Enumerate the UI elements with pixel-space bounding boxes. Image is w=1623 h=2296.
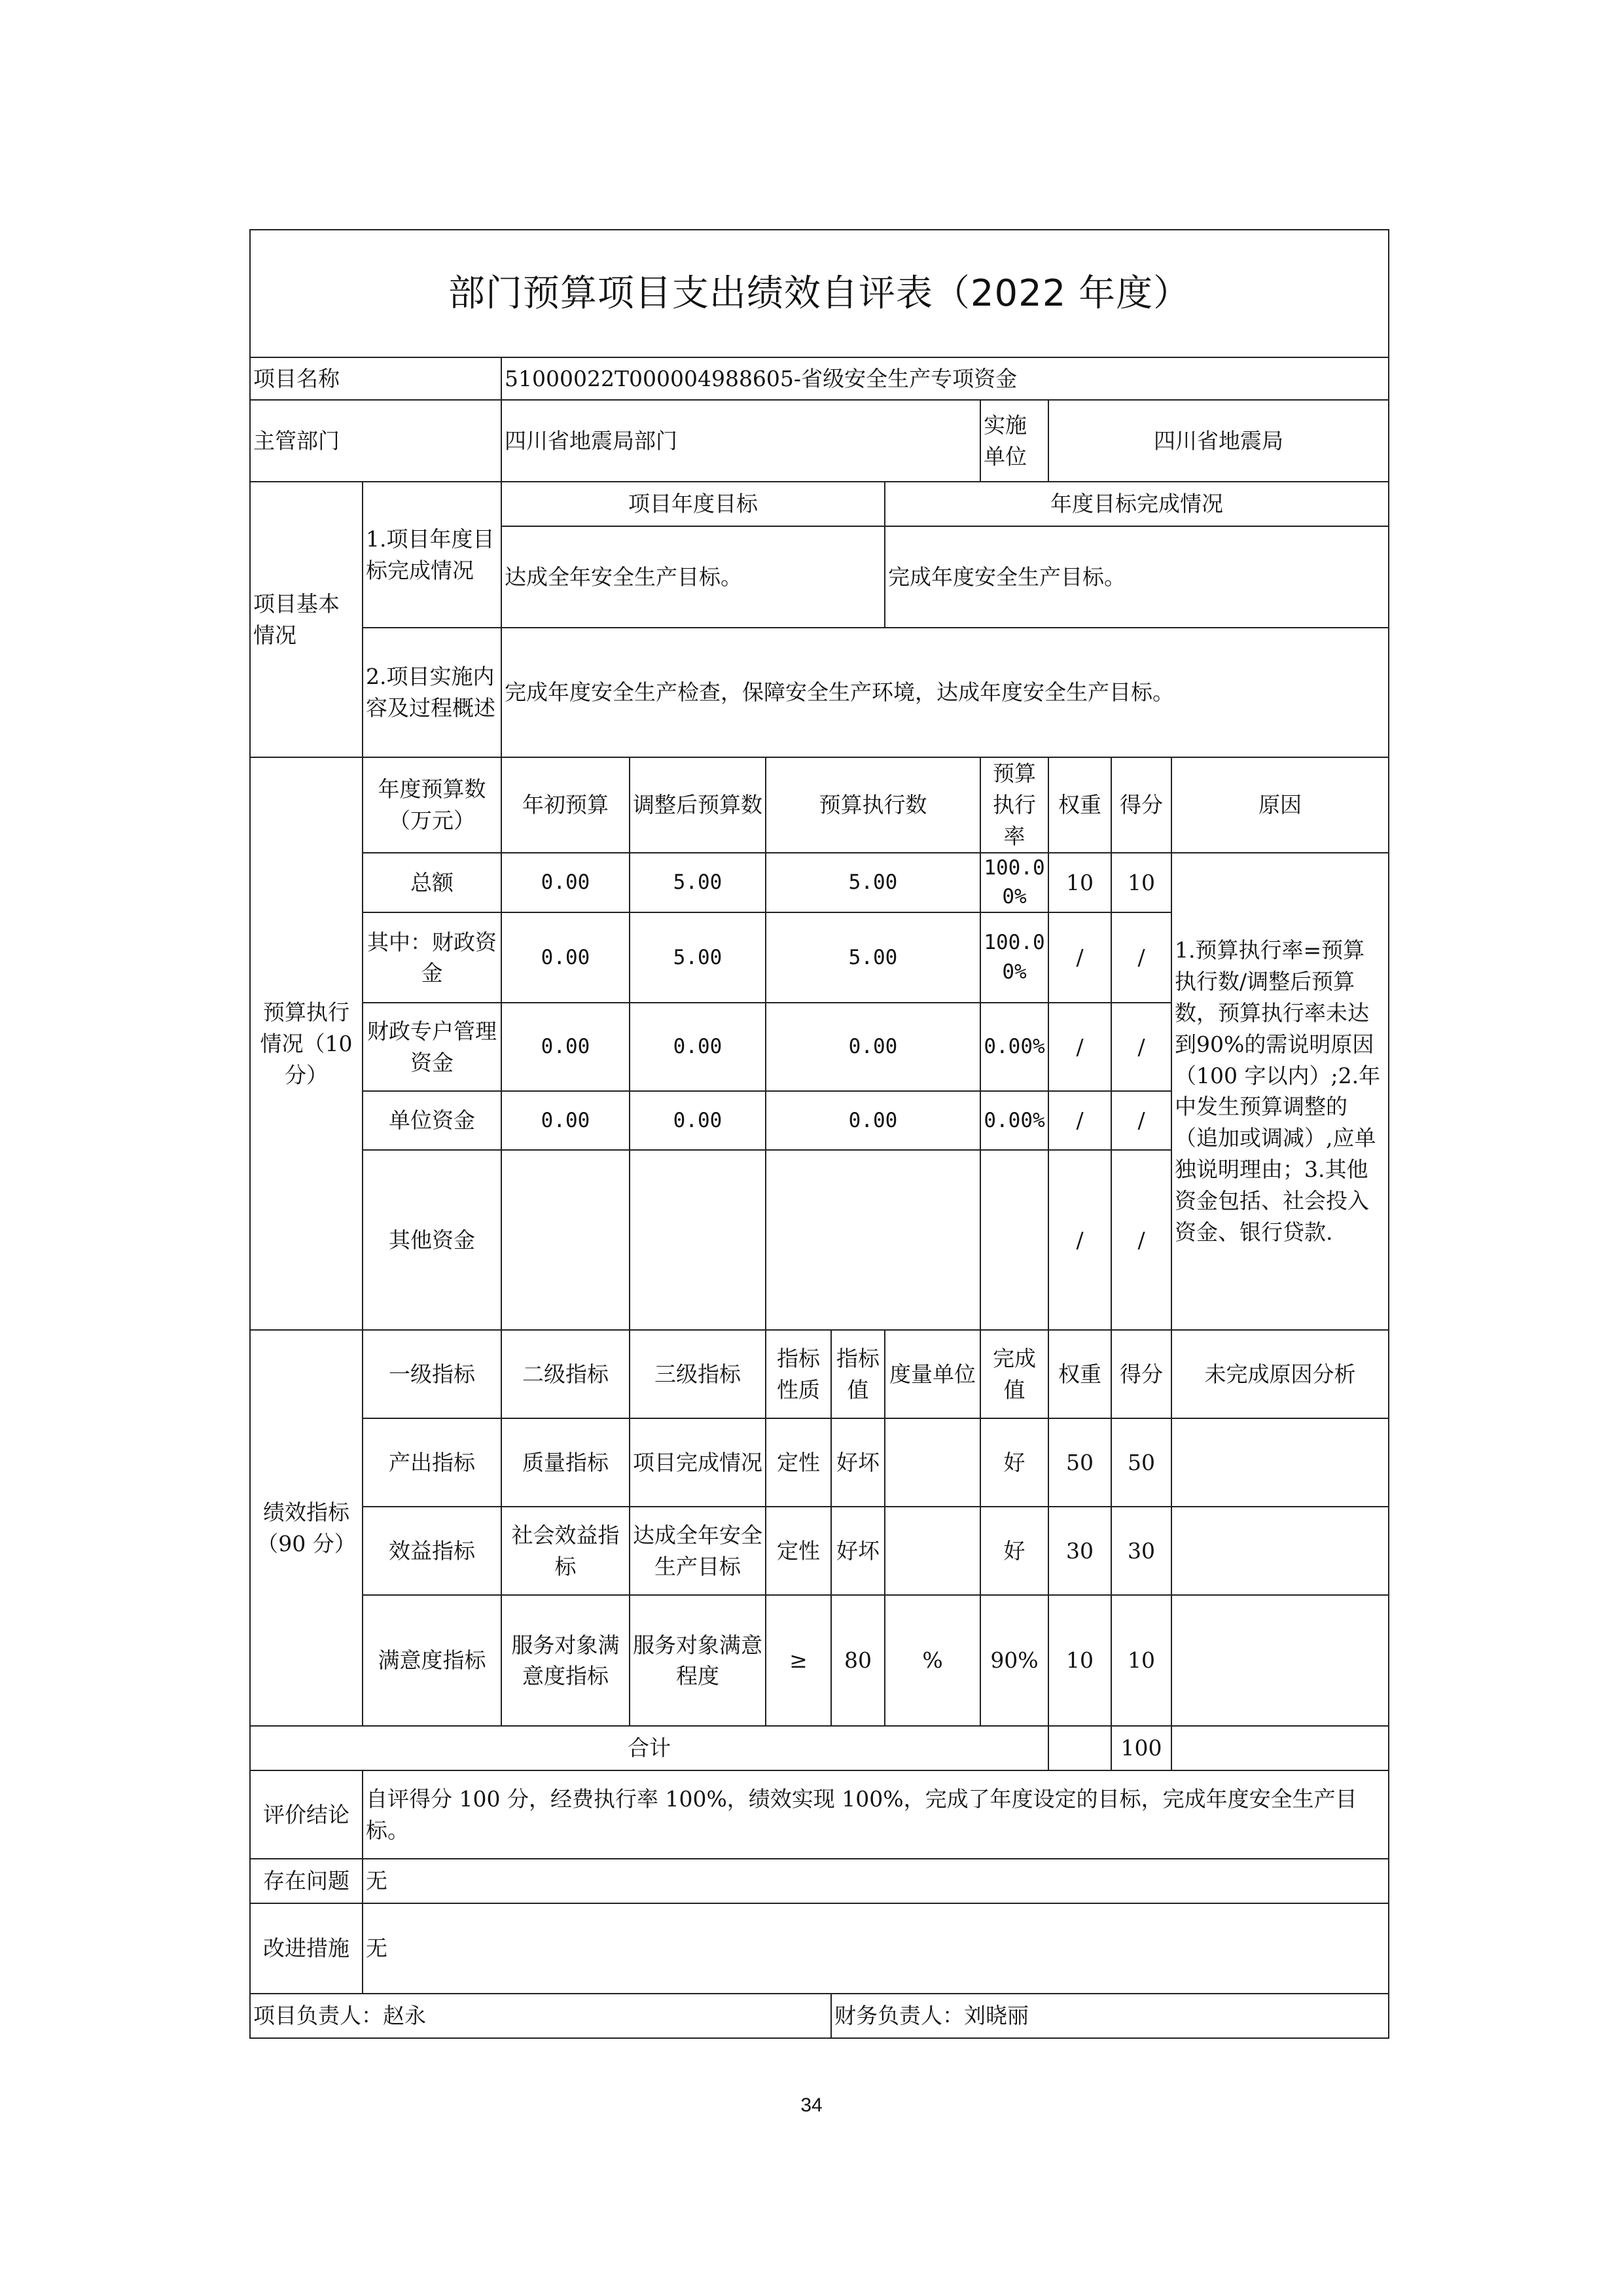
budget-weight-cell: /	[1048, 1150, 1111, 1330]
budget-adjusted-cell: 0.00	[630, 1091, 766, 1150]
budget-rate-cell: 0.00%	[980, 1091, 1048, 1150]
budget-row-label: 单位资金	[363, 1091, 501, 1150]
budget-rate-cell: 100.00%	[980, 853, 1048, 913]
impl-unit-value: 四川省地震局	[1048, 400, 1389, 482]
budget-adjusted-cell: 5.00	[630, 853, 766, 913]
project-name-value: 51000022T000004988605-省级安全生产专项资金	[501, 357, 1389, 400]
perf-weight-cell: 50	[1048, 1418, 1111, 1507]
measures-label: 改进措施	[250, 1903, 363, 1994]
perf-weight-header: 权重	[1048, 1330, 1111, 1418]
perf-weight-cell: 10	[1048, 1595, 1111, 1726]
department-value: 四川省地震局部门	[501, 400, 980, 482]
performance-section-label: 绩效指标（90 分）	[250, 1330, 363, 1726]
perf-nature-cell: 定性	[766, 1507, 831, 1595]
budget-executed-header: 预算执行数	[766, 757, 980, 853]
budget-score-cell: /	[1111, 1150, 1171, 1330]
perf-unit-header: 度量单位	[885, 1330, 980, 1418]
department-label: 主管部门	[250, 400, 501, 482]
content-label: 2.项目实施内容及过程概述	[363, 628, 501, 757]
conclusion-value: 自评得分 100 分，经费执行率 100%，绩效实现 100%，完成了年度设定的目标，完成年度安全生产目标。	[363, 1770, 1389, 1859]
budget-reason-note: 1.预算执行率=预算执行数/调整后预算数，预算执行率未达到90%的需说明原因（100 字以内）;2.年中发生预算调整的（追加或调减）,应单独说明理由；3.其他资金包括、社会投入资金、银行贷款.	[1171, 853, 1389, 1331]
perf-score-cell: 50	[1111, 1418, 1171, 1507]
budget-rate-header: 预算执行率	[980, 757, 1048, 853]
basic-info-label: 项目基本情况	[250, 482, 363, 757]
budget-initial-cell: 0.00	[501, 912, 630, 1003]
budget-initial-cell: 0.00	[501, 1091, 630, 1150]
budget-weight-cell: /	[1048, 1091, 1111, 1150]
perf-value-cell: 80	[831, 1595, 885, 1726]
perf-score-cell: 30	[1111, 1507, 1171, 1595]
perf-value-header: 指标值	[831, 1330, 885, 1418]
budget-adjusted-cell: 0.00	[630, 1003, 766, 1091]
budget-adjusted-cell	[630, 1150, 766, 1330]
budget-score-header: 得分	[1111, 757, 1171, 853]
page-number: 34	[800, 2094, 823, 2116]
perf-level1-cell: 满意度指标	[363, 1595, 501, 1726]
budget-rate-cell: 100.00%	[980, 912, 1048, 1003]
evaluation-form	[249, 229, 1388, 2039]
budget-executed-cell: 0.00	[766, 1003, 980, 1091]
budget-reason-header: 原因	[1171, 757, 1389, 853]
perf-completed-cell: 90%	[980, 1595, 1048, 1726]
budget-executed-cell: 0.00	[766, 1091, 980, 1150]
budget-adjusted-cell: 5.00	[630, 912, 766, 1003]
evaluation-table	[249, 229, 1389, 2039]
budget-score-cell: /	[1111, 1091, 1171, 1150]
budget-initial-cell: 0.00	[501, 1003, 630, 1091]
content-value: 完成年度安全生产检查，保障安全生产环境，达成年度安全生产目标。	[501, 628, 1389, 757]
perf-reason-header: 未完成原因分析	[1171, 1330, 1389, 1418]
perf-reason-cell	[1171, 1418, 1389, 1507]
budget-row-label: 其中：财政资金	[363, 912, 501, 1003]
perf-level3-header: 三级指标	[630, 1330, 766, 1418]
problems-value: 无	[363, 1859, 1389, 1903]
total-weight	[1048, 1726, 1111, 1770]
budget-score-cell: 10	[1111, 853, 1171, 913]
measures-value: 无	[363, 1903, 1389, 1994]
problems-label: 存在问题	[250, 1859, 363, 1903]
project-name-label: 项目名称	[250, 357, 501, 400]
goal-value: 达成全年安全生产目标。	[501, 526, 885, 628]
finance-lead: 财务负责人：刘晓丽	[831, 1994, 1389, 2038]
budget-adjusted-header: 调整后预算数	[630, 757, 766, 853]
budget-row-label: 财政专户管理资金	[363, 1003, 501, 1091]
budget-executed-cell: 5.00	[766, 853, 980, 913]
completion-header: 年度目标完成情况	[885, 482, 1389, 526]
perf-level1-header: 一级指标	[363, 1330, 501, 1418]
completion-value: 完成年度安全生产目标。	[885, 526, 1389, 628]
budget-weight-cell: /	[1048, 1003, 1111, 1091]
perf-nature-header: 指标性质	[766, 1330, 831, 1418]
form-title: 部门预算项目支出绩效自评表（2022 年度）	[250, 230, 1389, 357]
perf-weight-cell: 30	[1048, 1507, 1111, 1595]
perf-reason-cell	[1171, 1507, 1389, 1595]
budget-section-label: 预算执行情况（10 分）	[250, 757, 363, 1330]
budget-rate-cell	[980, 1150, 1048, 1330]
perf-level2-cell: 社会效益指标	[501, 1507, 630, 1595]
impl-unit-label: 实施单位	[980, 400, 1048, 482]
perf-level3-cell: 达成全年安全生产目标	[630, 1507, 766, 1595]
budget-initial-header: 年初预算	[501, 757, 630, 853]
perf-score-header: 得分	[1111, 1330, 1171, 1418]
perf-nature-cell: ≥	[766, 1595, 831, 1726]
budget-row-label: 总额	[363, 853, 501, 913]
conclusion-label: 评价结论	[250, 1770, 363, 1859]
budget-weight-cell: /	[1048, 912, 1111, 1003]
budget-amount-header: 年度预算数（万元）	[363, 757, 501, 853]
perf-level3-cell: 项目完成情况	[630, 1418, 766, 1507]
total-score: 100	[1111, 1726, 1171, 1770]
budget-executed-cell	[766, 1150, 980, 1330]
perf-completed-header: 完成值	[980, 1330, 1048, 1418]
total-label: 合计	[250, 1726, 1048, 1770]
perf-completed-cell: 好	[980, 1507, 1048, 1595]
perf-unit-cell	[885, 1418, 980, 1507]
budget-row-label: 其他资金	[363, 1150, 501, 1330]
perf-level3-cell: 服务对象满意程度	[630, 1595, 766, 1726]
goal-label: 1.项目年度目标完成情况	[363, 482, 501, 628]
total-blank	[1171, 1726, 1389, 1770]
perf-nature-cell: 定性	[766, 1418, 831, 1507]
goal-header: 项目年度目标	[501, 482, 885, 526]
perf-unit-cell	[885, 1507, 980, 1595]
perf-completed-cell: 好	[980, 1418, 1048, 1507]
perf-score-cell: 10	[1111, 1595, 1171, 1726]
perf-value-cell: 好坏	[831, 1507, 885, 1595]
perf-level1-cell: 产出指标	[363, 1418, 501, 1507]
budget-score-cell: /	[1111, 1003, 1171, 1091]
project-lead: 项目负责人：赵永	[250, 1994, 831, 2038]
budget-initial-cell: 0.00	[501, 853, 630, 913]
budget-rate-cell: 0.00%	[980, 1003, 1048, 1091]
perf-level2-cell: 服务对象满意度指标	[501, 1595, 630, 1726]
perf-level2-cell: 质量指标	[501, 1418, 630, 1507]
budget-weight-header: 权重	[1048, 757, 1111, 853]
perf-reason-cell	[1171, 1595, 1389, 1726]
budget-weight-cell: 10	[1048, 853, 1111, 913]
perf-level1-cell: 效益指标	[363, 1507, 501, 1595]
perf-unit-cell: %	[885, 1595, 980, 1726]
perf-value-cell: 好坏	[831, 1418, 885, 1507]
budget-score-cell: /	[1111, 912, 1171, 1003]
budget-initial-cell	[501, 1150, 630, 1330]
perf-level2-header: 二级指标	[501, 1330, 630, 1418]
budget-executed-cell: 5.00	[766, 912, 980, 1003]
